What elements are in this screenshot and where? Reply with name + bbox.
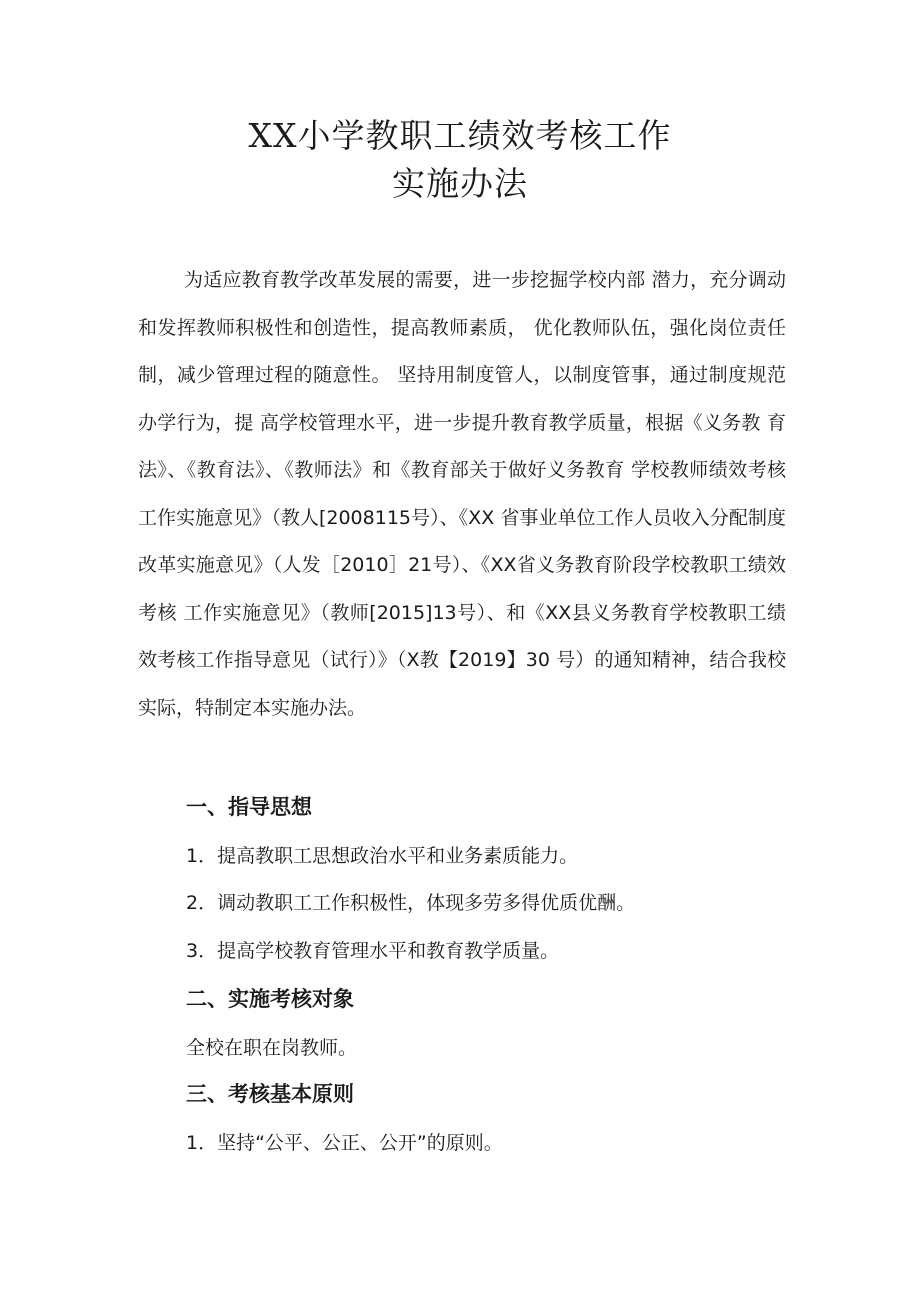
section-heading-assessment-targets: 二、实施考核对象 bbox=[186, 987, 354, 1011]
section-item: 1．提高教职工思想政治水平和业务素质能力。 bbox=[186, 845, 579, 867]
section-item: 3．提高学校教育管理水平和教育教学质量。 bbox=[186, 940, 560, 962]
section-item: 2．调动教职工工作积极性，体现多劳多得优质优酬。 bbox=[186, 892, 636, 914]
document-title-line2: 实施办法 bbox=[392, 164, 528, 203]
section-heading-basic-principles: 三、考核基本原则 bbox=[186, 1082, 354, 1106]
intro-paragraph: 为适应教育教学改革发展的需要，进一步挖掘学校内部 潜力，充分调动和发挥教师积极性和创造性，提高教师素质， 优化教师队伍，强化岗位责任制，减少管理过程的随意性。 坚持用制度管人，以制度管事，通过制度规范办学行为，提 高学校管理水平，进一步提升教育教学质量，根据《义务教 育法》、《教育法》、《教师法》和《教育部关于做好义务教育 学校教师绩效考核工作实施意见》（教人[2008115号）、《XX 省事业单位工作人员收入分配制度改革实施意见》（人发［2010］21号）、《XX省义务教育阶段学校教职工绩效考核 工作实施意见》（教师[2015]13号）、和《XX县义务教育学校教职工绩效考核工作指导意见（试行）》（X教【2019】30 号）的通知精神，结合我校实际，特制定本实施办法。 bbox=[138, 269, 786, 719]
document-title-line1: XX小学教职工绩效考核工作 bbox=[248, 116, 672, 155]
section-item: 全校在职在岗教师。 bbox=[186, 1037, 358, 1059]
section-heading-guiding-thought: 一、指导思想 bbox=[186, 795, 312, 819]
section-item: 1．坚持“公平、公正、公开”的原则。 bbox=[186, 1132, 503, 1154]
